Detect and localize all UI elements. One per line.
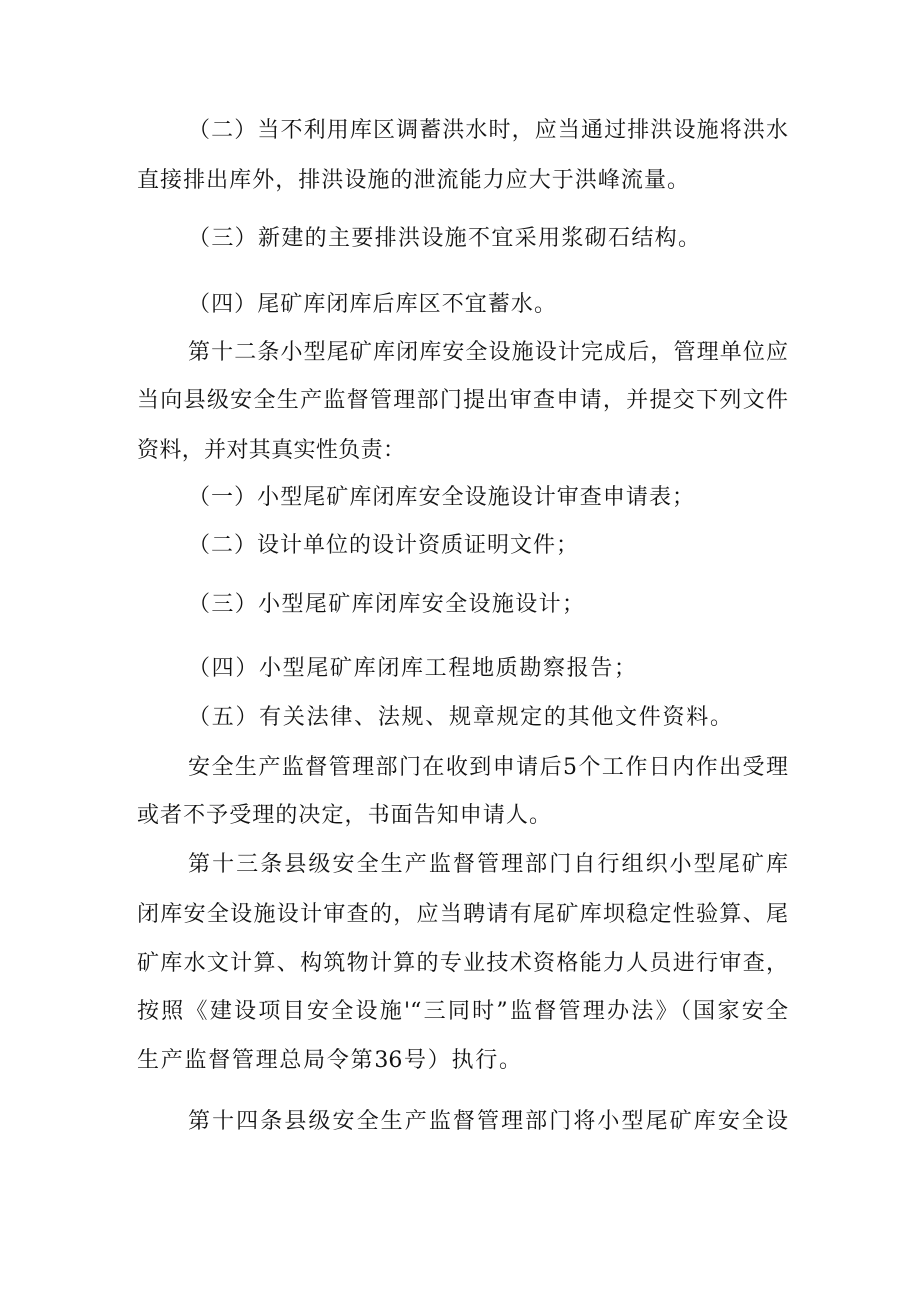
text-line-11: （四）小型尾矿库闭库工程地质勘察报告； [188, 656, 636, 681]
text-line-8: （一）小型尾矿库闭库安全设施设计审查申请表； [188, 485, 694, 510]
text-line-2: 直接排出库外，排洪设施的泄流能力应大于洪峰流量。 [137, 168, 689, 193]
text-line-10: （三）小型尾矿库闭库安全设施设计； [188, 592, 584, 617]
text-line-17: 矿库水文计算、构筑物计算的专业技术资格能力人员进行审查， [137, 951, 788, 976]
text-line-14: 或者不予受理的决定，书面告知申请人。 [137, 803, 551, 828]
text-line-13: 安全生产监督管理部门在收到申请后5个工作日内作出受理 [188, 755, 788, 780]
text-line-20: 第十四条县级安全生产监督管理部门将小型尾矿库安全设 [188, 1109, 788, 1134]
text-line-12: （五）有关法律、法规、规章规定的其他文件资料。 [188, 705, 732, 730]
text-line-1: （二）当不利用库区调蓄洪水时，应当通过排洪设施将洪水 [188, 118, 788, 143]
text-line-9: （二）设计单位的设计资质证明文件； [188, 533, 578, 558]
text-line-18: 按照《建设项目安全设施'“三同时”监督管理办法》（国家安全 [137, 999, 788, 1024]
text-line-15: 第十三条县级安全生产监督管理部门自行组织小型尾矿库 [188, 852, 788, 877]
text-line-3: （三）新建的主要排洪设施不宜采用浆砌石结构。 [188, 226, 700, 251]
text-line-16: 闭库安全设施设计审查的，应当聘请有尾矿库坝稳定性验算、尾 [137, 902, 788, 927]
text-line-6: 当向县级安全生产监督管理部门提出审查申请，并提交下列文件 [137, 388, 788, 413]
text-line-19: 生产监督管理总局令第36号）执行。 [137, 1048, 521, 1073]
text-line-5: 第十二条小型尾矿库闭库安全设施设计完成后，管理单位应 [188, 340, 788, 365]
text-line-7: 资料，并对其真实性负责： [137, 438, 405, 463]
text-line-4: （四）尾矿库闭库后库区不宜蓄水。 [188, 292, 556, 317]
